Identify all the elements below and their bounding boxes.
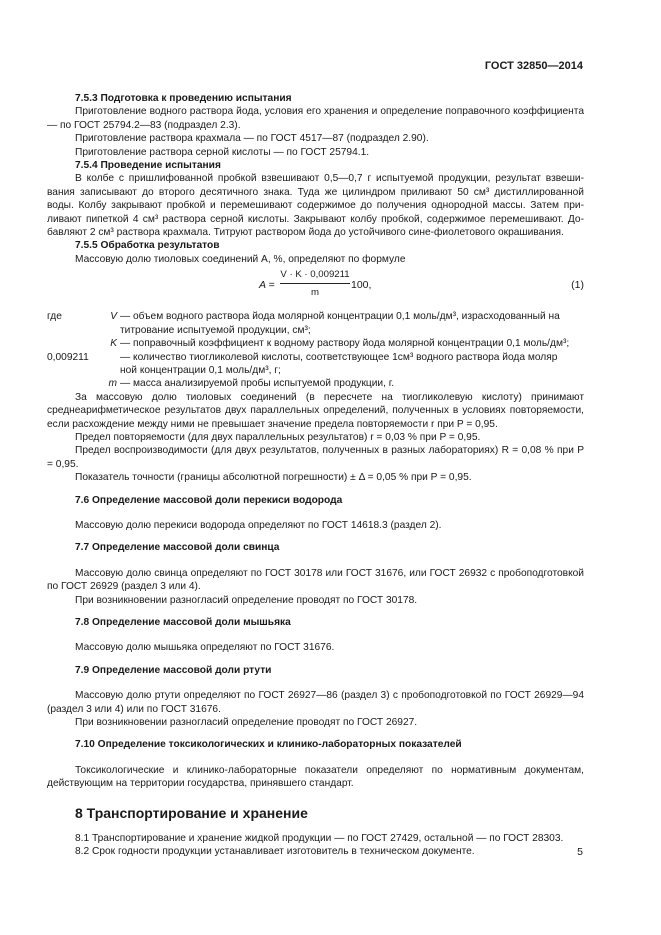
formula-denominator: m: [311, 286, 319, 298]
legend-symbol: 0,009211: [47, 351, 89, 363]
section-title-7-9: 7.9 Определение массовой доли ртути: [75, 664, 272, 676]
legend-symbol: V: [110, 311, 117, 323]
paragraph: За массовую долю тиоловых соединений (в пересчете на тиогликолевую кислоту) принимают среднеарифметическое результатов двух параллельных определений, полученных в условиях повторяемости, если расхождение между ними не превышает значение предела повторяемости r при P = 0,95.: [47, 391, 584, 430]
formula-numerator: V · K · 0,009211: [280, 268, 350, 283]
legend-text: — количество тиогликолевой кислоты, соответствующее 1см³ водного раствора йода моляр: [120, 351, 558, 363]
paragraph: Массовую долю перекиси водорода определяют по ГОСТ 14618.3 (раздел 2).: [75, 519, 442, 531]
paragraph: Предел повторяемости (для двух параллельных результатов) r = 0,03 % при P = 0,95.: [75, 431, 481, 443]
page-number: 5: [577, 846, 583, 858]
paragraph: Показатель точности (границы абсолютной погрешности) ± Δ = 0,05 % при P = 0,95.: [75, 472, 472, 484]
legend-symbol: K: [110, 338, 117, 350]
legend-text: титрование испытуемой продукции, см³;: [120, 324, 311, 336]
legend-row: [47, 377, 584, 390]
paragraph: Массовую долю свинца определяют по ГОСТ 30178 или ГОСТ 31676, или ГОСТ 26932 с пробоподготовкой по ГОСТ 26929 (раздел 3 или 4).: [47, 567, 584, 593]
legend-where: где: [47, 311, 62, 323]
paragraph: Предел воспроизводимости (для двух результатов, полученных в разных лабораториях) R = 0,08 % при P = 0,95.: [47, 445, 584, 470]
section-title-7-8: 7.8 Определение массовой доли мышьяка: [75, 617, 291, 628]
formula-legend: [47, 310, 584, 390]
paragraph: Массовую долю ртути определяют по ГОСТ 26927—86 (раздел 3) с пробоподготовкой по ГОСТ 26929—94 (раздел 3 или 4) или по ГОСТ 31676.: [47, 690, 584, 715]
formula-1: [47, 268, 584, 304]
section-title-7-5-5: 7.5.5 Обработка результатов: [75, 240, 220, 252]
formula-rhs: 100,: [351, 279, 372, 292]
legend-row: [47, 337, 584, 350]
section-title-7-5-4: 7.5.4 Проведение испытания: [75, 160, 221, 172]
paragraph: 8.2 Срок годности продукции устанавливает изготовитель в техническом документе.: [75, 846, 475, 858]
document-body: [47, 92, 584, 859]
section-title-7-6: 7.6 Определение массовой доли перекиси водорода: [75, 494, 343, 506]
paragraph: При возникновении разногласий определение проводят по ГОСТ 30178.: [75, 594, 418, 606]
legend-text: ной концентрации 0,1 моль/дм³, г;: [120, 364, 281, 376]
paragraph: При возникновении разногласий определение проводят по ГОСТ 26927.: [75, 717, 418, 729]
paragraph: Массовую долю мышьяка определяют по ГОСТ 31676.: [75, 642, 335, 654]
paragraph: В колбе с пришлифованной пробкой взвешивают 0,5—0,7 г испытуемой продукции, результат взвешивания записывают до второго десятичного знака. Туда же цилиндром приливают 50 см³ дистиллированной воды. Колбу закрывают пробкой и перемешивают содержимое до получения однородной массы. Затем приливают пипеткой 4 см³ раствора серной кислоты. Закрывают колбу пробкой, содержимое перемешивают. Добавляют 2 см³ раствора крахмала. Титруют раствором йода до устойчивого сине-фиолетового окрашивания.: [47, 173, 584, 239]
section-title-7-7: 7.7 Определение массовой доли свинца: [75, 542, 280, 554]
legend-text: — объем водного раствора йода молярной концентрации 0,1 моль/дм³, израсходованный на: [120, 311, 560, 323]
paragraph: 8.1 Транспортирование и хранение жидкой продукции — по ГОСТ 27429, остальной — по ГОСТ 28303.: [75, 833, 564, 845]
paragraph: Токсикологические и клинико-лабораторные показатели определяют по нормативным документам, действующим на территории государства, принявшего стандарт.: [47, 764, 584, 790]
formula-number: (1): [571, 279, 584, 292]
paragraph: Массовую долю тиоловых соединений А, %, определяют по формуле: [75, 253, 406, 265]
paragraph: Приготовление раствора крахмала — по ГОСТ 4517—87 (подраздел 2.90).: [75, 133, 429, 145]
section-title-7-10: 7.10 Определение токсикологических и клинико-лабораторных показателей: [75, 739, 462, 751]
paragraph: Приготовление раствора серной кислоты — по ГОСТ 25794.1.: [75, 146, 370, 158]
section-title-8: 8 Транспортирование и хранение: [75, 804, 308, 821]
legend-text: — масса анализируемой пробы испытуемой продукции, г.: [120, 378, 395, 390]
legend-symbol: m: [108, 378, 117, 390]
paragraph: Приготовление водного раствора йода, условия его хранения и определение поправочного коэффициента — по ГОСТ 25794.2—83 (подраздел 2.3).: [47, 106, 584, 131]
document-header: ГОСТ 32850—2014: [484, 60, 583, 72]
legend-text: — поправочный коэффициент к водному раствору йода молярной концентрации 0,1 моль/дм³;: [120, 338, 570, 350]
legend-row: [47, 310, 584, 323]
section-title-7-5-3: 7.5.3 Подготовка к проведению испытания: [75, 93, 292, 104]
legend-row: [47, 351, 584, 364]
formula-lhs: A =: [259, 279, 275, 292]
formula-fraction: [280, 268, 350, 299]
